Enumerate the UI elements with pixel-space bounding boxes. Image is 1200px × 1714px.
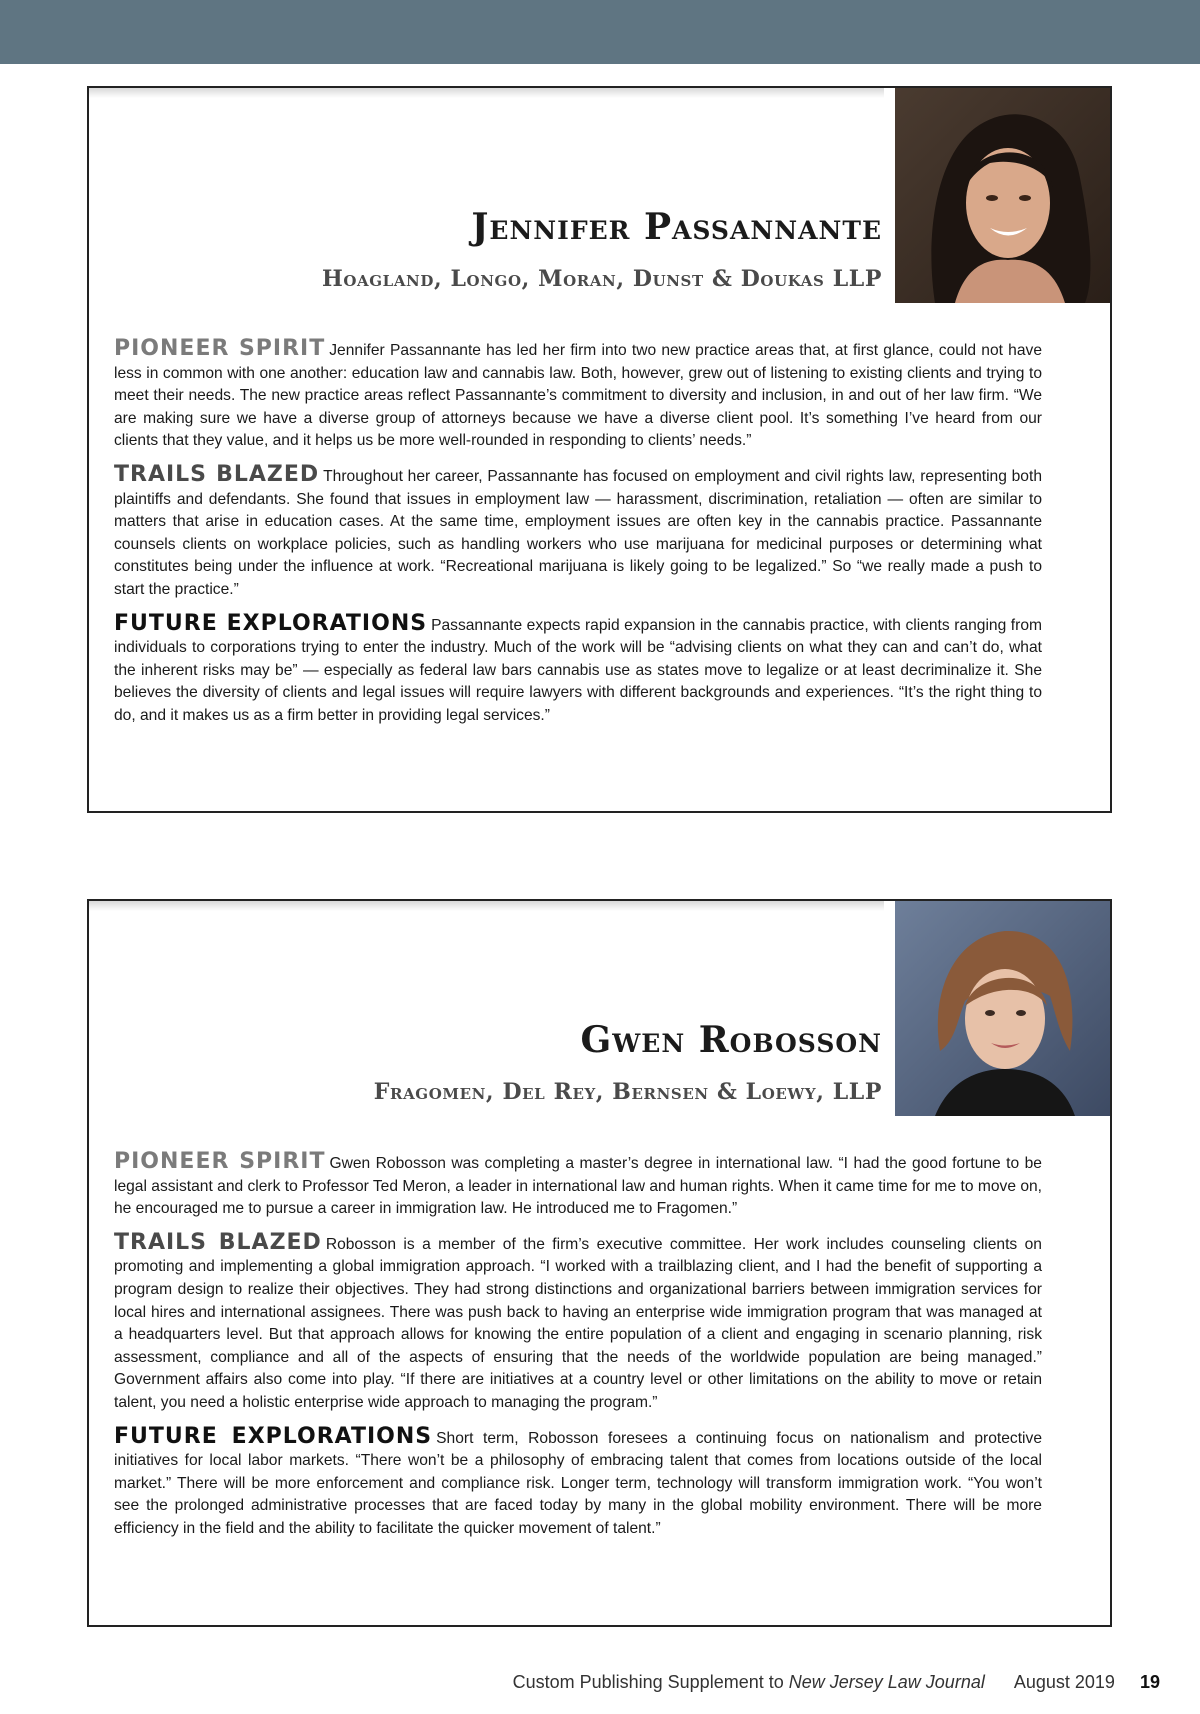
section-label: TRAILS BLAZED: [114, 1229, 322, 1255]
section-label: FUTURE EXPLORATIONS: [114, 1423, 433, 1449]
trails-blazed-paragraph: [114, 461, 1042, 602]
headshot-photo: [895, 88, 1110, 303]
section-text: Short term, Robosson foresees a continuing focus on nationalism and protective initiatives for local labor markets. “There won’t be a philosophy of embracing talent that comes from locations outside of the local market.” There will be more enforcement and compliance risk. Longer term, technology will transform immigration work. “You won’t see the prolonged administrative processes that are faced today by many in the global mobility environment. There will be more efficiency in the field and the ability to facilitate the quicker movement of talent.”: [114, 1429, 1042, 1537]
profile-name: Gwen Robosson: [580, 1019, 882, 1061]
section-text: Throughout her career, Passannante has focused on employment and civil rights law, representing both plaintiffs and defendants. She found that issues in employment law — harassment, discrimination, retaliation — often are similar to matters that arise in education cases. At the same time, employment issues are often key in the cannabis practice. Passannante counsels clients on workplace policies, such as handling workers who use marijuana for medicinal purposes or determining what constitutes being under the influence at work. “Recreational marijuana is likely going to be legalized.” So “we really made a push to start the practice.”: [114, 467, 1042, 598]
section-text: Gwen Robosson was completing a master’s degree in international law. “I had the good fortune to be legal assistant and clerk to Professor Ted Meron, a leader in international law and human rights. When it came time for me to move on, he encouraged me to pursue a career in immigration law. He introduced me to Fragomen.”: [114, 1155, 1043, 1218]
section-label: FUTURE EXPLORATIONS: [114, 610, 428, 636]
future-explorations-paragraph: [114, 610, 1042, 728]
page-number: 19: [1139, 1672, 1160, 1692]
publication-name: New Jersey Law Journal: [788, 1672, 985, 1692]
profile-name: Jennifer Passannante: [471, 206, 882, 248]
profile-card: [87, 899, 1112, 1627]
section-text: Jennifer Passannante has led her firm into two new practice areas that, at first glance, could not have less in common with one another: education law and cannabis law. Both, however, grew out of listening to existing clients and trying to meet their needs. The new practice areas reflect Passannante’s commitment to diversity and inclusion, in and out of her law firm. “We are making sure we have a diverse group of attorneys because we have a diverse client pool. It’s something I’ve heard from our clients that they value, and it helps us be more well-rounded in responding to clients’ needs.”: [114, 342, 1042, 450]
pioneer-spirit-paragraph: [114, 338, 1042, 453]
profile-body: [114, 1151, 1042, 1552]
profile-body: [114, 338, 1042, 739]
card-accent-rule: [89, 88, 884, 98]
issue-date: August 2019: [1013, 1672, 1115, 1692]
headshot-photo: [895, 901, 1110, 1116]
pioneer-spirit-paragraph: [114, 1151, 1042, 1221]
profile-card: [87, 86, 1112, 813]
section-text: Robosson is a member of the firm’s executive committee. Her work includes counseling clients on promoting and implementing a global immigration approach. “I worked with a trailblazing client, and I had the benefit of supporting a program design to realize their objectives. They had strong distinctions and organizational barriers between immigration services for local hires and international assignees. There was push back to having an enterprise wide immigration program that was managed at a headquarters level. But that approach allows for knowing the entire population of a client and engaging in scenario planning, risk assessment, compliance and all of the aspects of ensuring that the needs of the worldwide population are being managed.” Government affairs also come into play. “If there are initiatives at a country level or other limitations on the ability to move or retain talent, you need a holistic enterprise wide approach to managing the program.”: [114, 1235, 1042, 1411]
section-label: PIONEER SPIRIT: [114, 1149, 326, 1174]
section-label: TRAILS BLAZED: [114, 461, 320, 487]
header-band: [0, 0, 1200, 64]
page-footer: [0, 1672, 1160, 1693]
section-text: Passannante expects rapid expansion in the cannabis practice, with clients ranging from individuals to corporations trying to enter the industry. Much of the work will be “advising clients on what they can and can’t do, what the inherent risks may be” — especially as federal law bars cannabis use as states move to legalize or at least decriminalize it. She believes the diversity of clients and legal issues will require lawyers with different backgrounds and experiences. “It’s the right thing to do, and it makes us as a firm better in providing legal services.”: [114, 616, 1042, 724]
trails-blazed-paragraph: [114, 1229, 1042, 1415]
section-label: PIONEER SPIRIT: [114, 336, 326, 361]
footer-prefix: Custom Publishing Supplement to: [512, 1672, 784, 1692]
profile-firm: Hoagland, Longo, Moran, Dunst & Doukas LLP: [321, 266, 882, 292]
future-explorations-paragraph: [114, 1423, 1042, 1541]
profile-firm: Fragomen, Del Rey, Bernsen & Loewy, LLP: [373, 1079, 882, 1105]
card-accent-rule: [89, 901, 884, 911]
